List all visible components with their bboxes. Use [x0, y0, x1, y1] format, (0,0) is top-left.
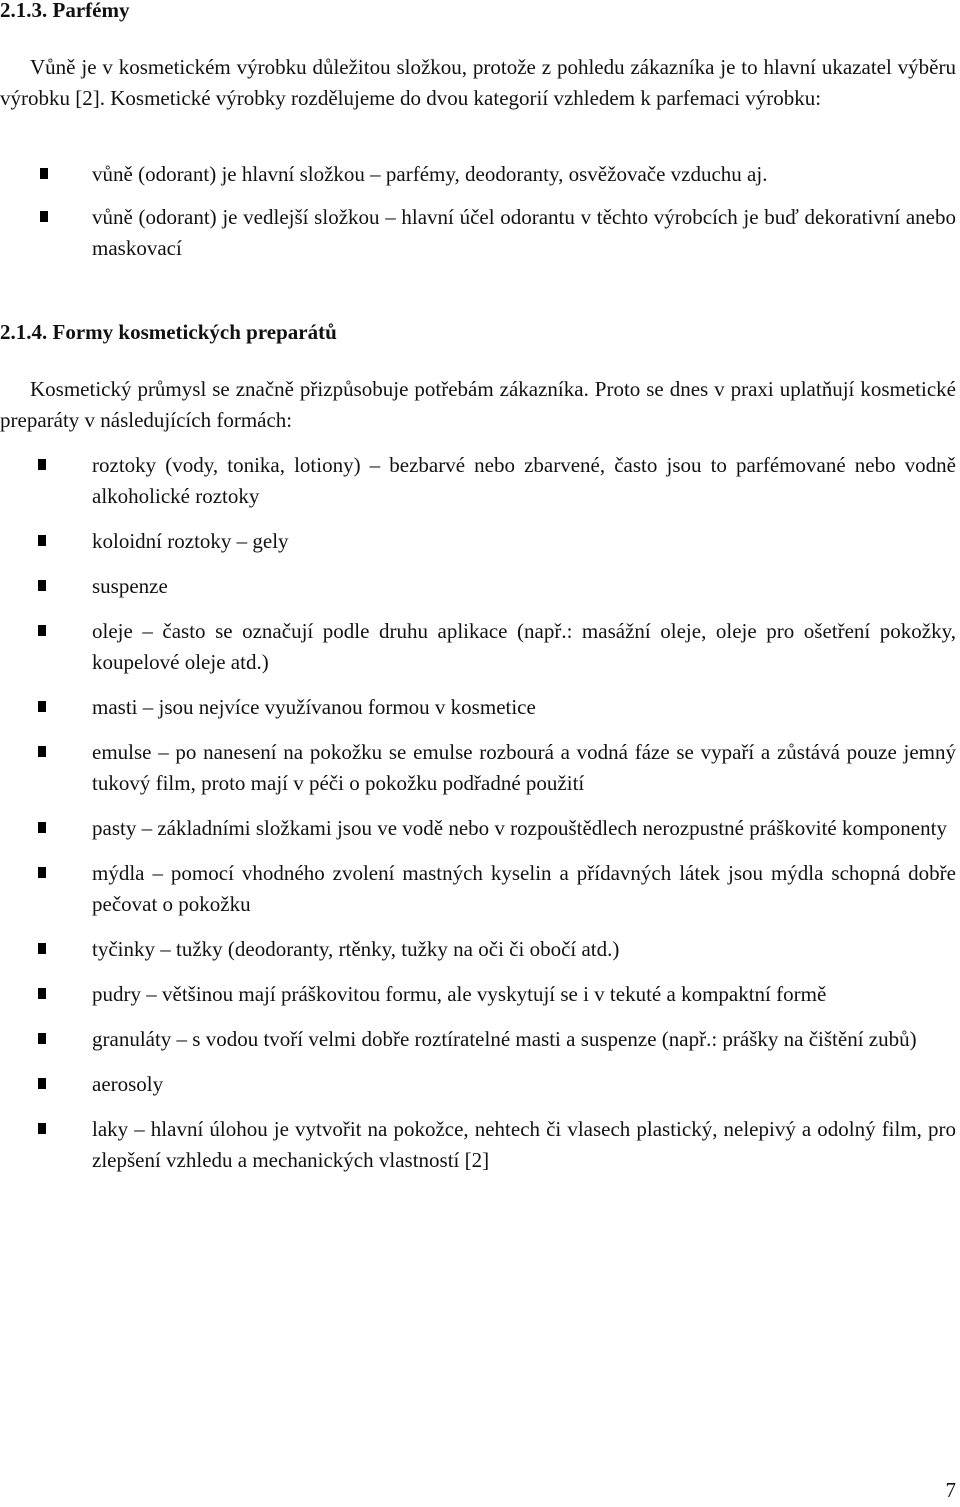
list-item-text: koloidní roztoky – gely — [92, 529, 289, 553]
list-item-text: masti – jsou nejvíce využívanou formou v kosmetice — [92, 695, 536, 719]
list-item — [0, 1069, 956, 1100]
list-item-text: emulse – po nanesení na pokožku se emulse rozbourá a vodná fáze se vypaří a zůstává pouze jemný tukový film, proto mají v péči o pokožku podřadné použití — [92, 740, 956, 795]
list-item — [0, 526, 956, 557]
square-bullet-icon — [38, 943, 46, 954]
list-item — [0, 159, 956, 190]
list-item-text: tyčinky – tužky (deodoranty, rtěnky, tužky na oči či obočí atd.) — [92, 937, 620, 961]
square-bullet-icon — [38, 535, 46, 546]
list-item — [0, 934, 956, 965]
square-bullet-icon — [38, 625, 46, 636]
paragraph-perfumes-intro: Vůně je v kosmetickém výrobku důležitou složkou, protože z pohledu zákazníka je to hlavní ukazatel výběru výrobku [2]. Kosmetické výrobky rozdělujeme do dvou kategorií vzhledem k parfemaci výrobku: — [0, 55, 956, 110]
list-item — [0, 571, 956, 602]
list-item-text: laky – hlavní úlohou je vytvořit na pokožce, nehtech či vlasech plastický, nelepivý a odolný film, pro zlepšení vzhledu a mechanických vlastností [2] — [92, 1117, 956, 1172]
list-item-text: vůně (odorant) je hlavní složkou – parfémy, deodoranty, osvěžovače vzduchu aj. — [92, 162, 768, 186]
square-bullet-icon — [38, 1033, 46, 1044]
list-item — [0, 202, 956, 264]
square-bullet-icon — [38, 822, 46, 833]
square-bullet-icon — [38, 459, 46, 470]
square-bullet-icon — [38, 701, 46, 712]
list-item-text: suspenze — [92, 574, 168, 598]
list-item-text: aerosoly — [92, 1072, 164, 1096]
paragraph-forms-intro: Kosmetický průmysl se značně přizpůsobuje potřebám zákazníka. Proto se dnes v praxi uplatňují kosmetické preparáty v následujících formách: — [0, 377, 956, 432]
list-item-text: mýdla – pomocí vhodného zvolení mastných kyselin a přídavných látek jsou mýdla schopná dobře pečovat o pokožku — [92, 861, 956, 916]
list-item — [0, 858, 956, 920]
list-item — [0, 979, 956, 1010]
perfume-category-list — [0, 159, 956, 276]
square-bullet-icon — [38, 580, 46, 591]
list-item-text: pasty – základními složkami jsou ve vodě nebo v rozpouštědlech nerozpustné práškovité komponenty — [92, 816, 947, 840]
list-item — [0, 616, 956, 678]
square-bullet-icon — [38, 988, 46, 999]
list-item-text: vůně (odorant) je vedlejší složkou – hlavní účel odorantu v těchto výrobcích je buď dekorativní anebo maskovací — [92, 205, 956, 260]
list-item-text: oleje – často se označují podle druhu aplikace (např.: masážní oleje, oleje pro ošetření pokožky, koupelové oleje atd.) — [92, 619, 956, 674]
list-item — [0, 450, 956, 512]
list-item — [0, 813, 956, 844]
cosmetic-forms-list — [0, 450, 956, 1190]
list-item — [0, 1114, 956, 1176]
list-item — [0, 737, 956, 799]
square-bullet-icon — [38, 867, 46, 878]
square-bullet-icon — [40, 211, 48, 222]
square-bullet-icon — [40, 168, 48, 179]
list-item — [0, 692, 956, 723]
square-bullet-icon — [38, 1078, 46, 1089]
section-heading-2-1-3: 2.1.3. Parfémy — [0, 0, 130, 22]
square-bullet-icon — [38, 746, 46, 757]
list-item-text: roztoky (vody, tonika, lotiony) – bezbarvé nebo zbarvené, často jsou to parfémované nebo vodně alkoholické roztoky — [92, 453, 956, 508]
list-item — [0, 1024, 956, 1055]
list-item-text: granuláty – s vodou tvoří velmi dobře roztíratelné masti a suspenze (např.: prášky na čištění zubů) — [92, 1027, 917, 1051]
page-number: 7 — [945, 1478, 956, 1502]
square-bullet-icon — [38, 1123, 46, 1134]
list-item-text: pudry – většinou mají práškovitou formu, ale vyskytují se i v tekuté a kompaktní formě — [92, 982, 827, 1006]
section-heading-2-1-4: 2.1.4. Formy kosmetických preparátů — [0, 320, 337, 344]
